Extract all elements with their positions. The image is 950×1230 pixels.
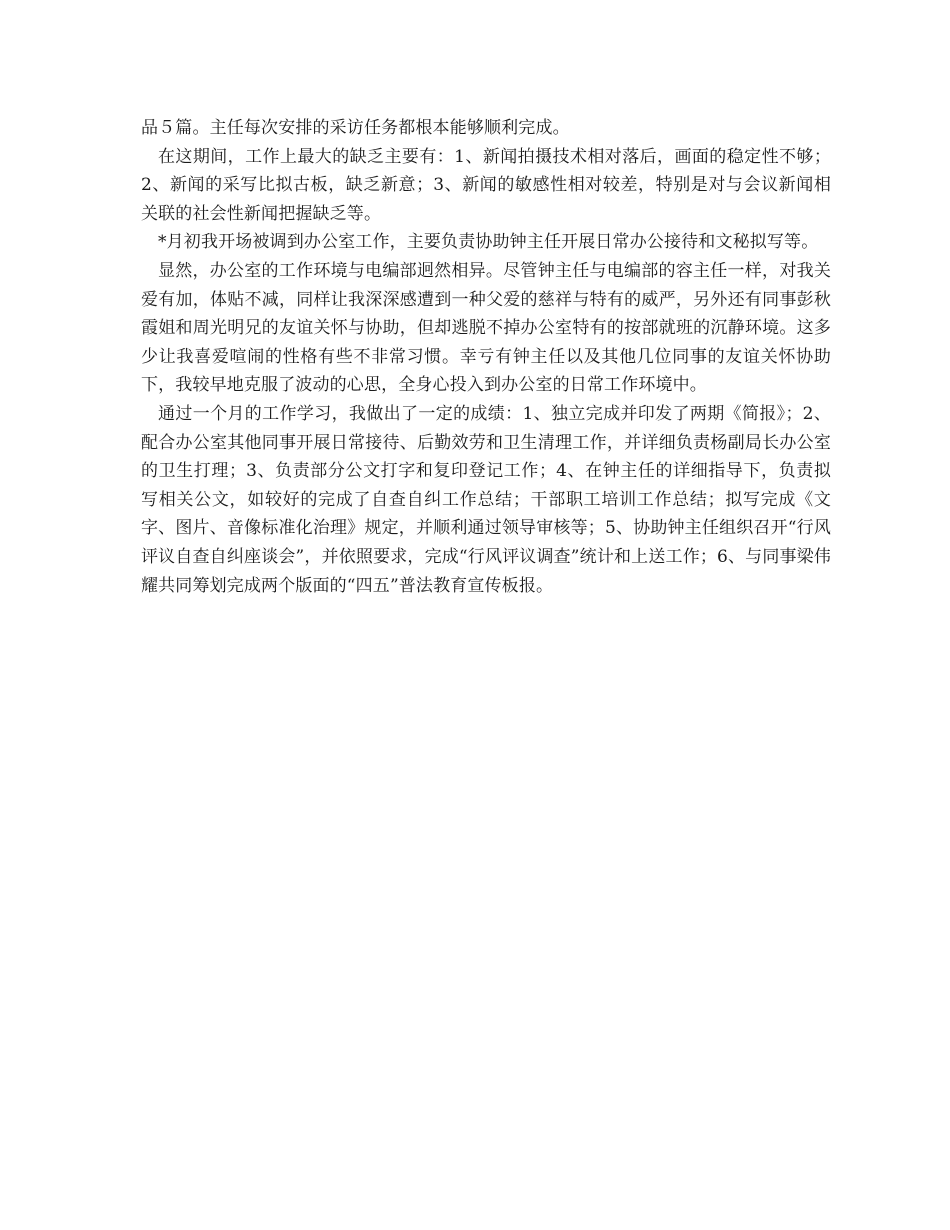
paragraph-4: 显然，办公室的工作环境与电编部迥然相异。尽管钟主任与电编部的容主任一样，对我关爱有加，体贴不减，同样让我深深感遭到一种父爱的慈祥与特有的威严，另外还有同事彭秋霞姐和周光明兄的友谊关怀与协助，但却逃脱不掉办公室特有的按部就班的沉静环境。这多少让我喜爱喧闹的性格有些不非常习惯。幸亏有钟主任以及其他几位同事的友谊关怀协助下，我较早地克服了波动的心思，全身心投入到办公室的日常工作环境中。: [141, 260, 831, 396]
paragraph-1: 品５篇。主任每次安排的采访任务都根本能够顺利完成。: [141, 118, 570, 138]
paragraph-3: *月初我开场被调到办公室工作，主要负责协助钟主任开展日常办公接待和文秘拟写等。: [158, 232, 819, 253]
paragraph-5: 通过一个月的工作学习，我做出了一定的成绩：1、独立完成并印发了两期《简报》；2、配合办公室其他同事开展日常接待、后勤效劳和卫生清理工作，并详细负责杨副局长办公室的卫生打理；3、负责部分公文打字和复印登记工作；4、在钟主任的详细指导下，负责拟写相关公文，如较好的完成了自查自纠工作总结；干部职工培训工作总结；拟写完成《文字、图片、音像标准化治理》规定，并顺利通过领导审核等；5、协助钟主任组织召开“行风评议自查自纠座谈会”，并依照要求，完成“行风评议调查”统计和上送工作；6、与同事梁伟耀共同筹划完成两个版面的“四五”普法教育宣传板报。: [141, 403, 831, 596]
paragraph-2: 在这期间，工作上最大的缺乏主要有：1、新闻拍摄技术相对落后，画面的稳定性不够；2、新闻的采写比拟古板，缺乏新意；3、新闻的敏感性相对较差，特别是对与会议新闻相关联的社会性新闻把握缺乏等。: [141, 146, 831, 224]
document-body: [141, 114, 831, 600]
